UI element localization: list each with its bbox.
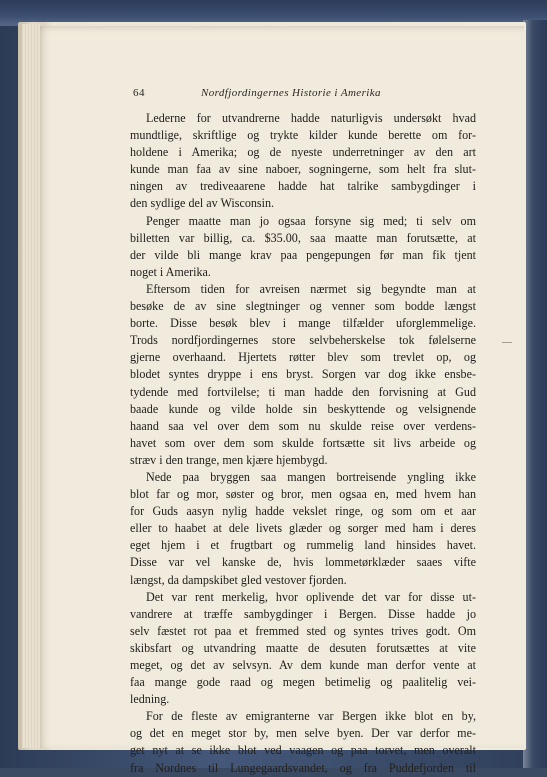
page-edges	[22, 24, 40, 748]
margin-mark	[502, 342, 512, 343]
text-line: ledning.	[130, 692, 170, 707]
paragraph	[130, 281, 476, 469]
text-line: kunde man faa av sine naboer, sogningerne, som helt fra slut-	[130, 162, 476, 177]
text-line: besøke de av sine slegtninger og venner som bodde længst	[130, 299, 476, 314]
text-line: gjerne overhaand. Hjertets røtter blev som trevlet op, og	[130, 350, 476, 365]
text-line: stræv i den trange, men kjære hjembygd.	[130, 452, 328, 467]
text-line: Eftersom tiden for avreisen nærmet sig begyndte man at	[146, 281, 476, 296]
text-line: Nede paa bryggen saa mangen bortreisende yngling ikke	[146, 469, 476, 484]
paragraph	[130, 708, 476, 776]
text-line: havet som over dem som skulde fortsætte sit livs arbeide og	[130, 435, 476, 450]
book-cover-right-edge	[523, 20, 547, 768]
text-line: noget i Amerika.	[130, 264, 211, 279]
text-line: eller to haabet at dele livets glæder og sorger med ham i deres	[130, 521, 476, 536]
paragraph	[130, 589, 476, 709]
text-line: tydende med fortvilelse; ti man hadde den forvisning at Gud	[130, 384, 476, 399]
paragraph	[130, 469, 476, 589]
text-line: der vilde bli mange krav paa pengepungen før man fik tjent	[130, 247, 476, 262]
text-line: og det en meget stor by, men selve byen. Der var derfor me-	[130, 726, 476, 741]
body-text	[130, 110, 476, 777]
text-line: get nyt at se ikke blot ved vaagen og paa torvet, men overalt	[130, 743, 476, 758]
text-line: Disse var vel kanske de, hvis lommetørklæder saaes vifte	[130, 555, 476, 570]
paragraph	[130, 213, 476, 281]
text-line: billetten var billig, ca. $35.00, saa maatte man forutsætte, at	[130, 230, 476, 245]
text-line: ningen av trediveaarene hadde hat talrike sambygdinger i	[130, 179, 476, 194]
text-line: blot far og mor, søster og bror, men ogsaa en, med hvem han	[130, 487, 476, 502]
text-line: For de fleste av emigranterne var Bergen ikke blot en by,	[146, 709, 476, 724]
text-line: Det var rent merkelig, hvor oplivende det var for disse ut-	[146, 589, 476, 604]
text-line: blodet syntes dryppe i ens bryst. Sorgen var dog ikke ensbe-	[130, 367, 476, 382]
text-line: længst, da dampskibet gled vestover fjorden.	[130, 572, 347, 587]
text-line: mundtlige, skriftlige og trykte kilder kunde berette om for-	[130, 128, 476, 143]
text-line: Trods nordfjordingernes store selvbeherskelse tok følelserne	[130, 333, 476, 348]
text-line: baade kunde og vilde holde sin beskyttende og velsignende	[130, 401, 476, 416]
text-line: den sydlige del av Wisconsin.	[130, 196, 275, 211]
text-line: haand saa vel over dem som nu skulde reise over verdens-	[130, 418, 476, 433]
text-line: Penger maatte man jo ogsaa forsyne sig med; ti selv om	[146, 213, 476, 228]
text-line: for Guds aasyn nylig hadde vekslet ringe, og som om et aar	[130, 504, 476, 519]
running-title: Nordfjordingernes Historie i Amerika	[201, 87, 381, 99]
text-line: holdene i Amerika; og de nyeste underretninger av den art	[130, 145, 476, 160]
text-line: skibsfart og utvandring maatte de desuten forutsættes at vite	[130, 640, 476, 655]
paragraph	[130, 110, 476, 213]
text-line: Lederne for utvandrerne hadde naturligvis undersøkt hvad	[146, 111, 476, 125]
text-line: selv fæstet rot paa et fremmed sted og syntes trives godt. Om	[130, 623, 476, 638]
text-line: borte. Disse besøk blev i mange tilfælder uforglemmelige.	[130, 316, 476, 331]
text-line: fra Nordnes til Lungegaardsvandet, og fra Puddefjorden til	[130, 760, 476, 775]
text-line: vandrere at træffe sambygdinger i Bergen. Disse hadde jo	[130, 606, 476, 621]
text-line: faa mange gode raad og megen betimelig og paalitelig vei-	[130, 675, 476, 690]
text-line: eget hjem i et frugtbart og rummelig land hinsides havet.	[130, 538, 476, 553]
running-header	[133, 87, 493, 103]
page-number: 64	[133, 87, 145, 99]
text-line: meget, og det av selvsyn. Av dem kunde man derfor vente at	[130, 658, 476, 672]
